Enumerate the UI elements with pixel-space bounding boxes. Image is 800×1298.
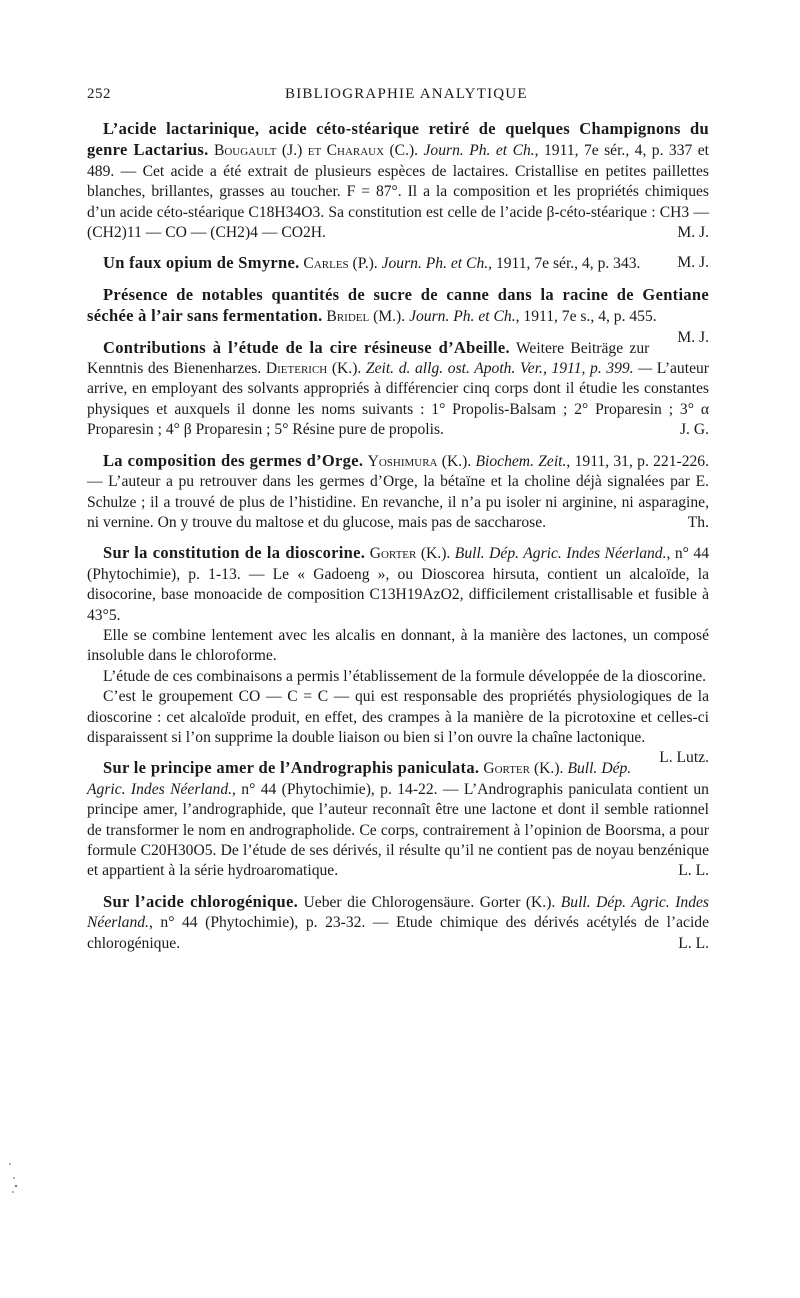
- bibliography-body: [87, 119, 709, 964]
- entry-authors: Bridel (M.).: [326, 308, 406, 326]
- bibliography-entry: [87, 892, 709, 954]
- entry-signature: M. J.: [677, 224, 709, 242]
- entry-title: Sur la constitution de la dioscorine.: [103, 543, 366, 563]
- margin-speck-icon: [6, 1160, 20, 1200]
- bibliography-entry: [87, 451, 709, 534]
- entry-journal: Journ. Ph. et Ch.: [409, 308, 516, 326]
- entry-title: La composition des germes d’Orge.: [103, 450, 364, 470]
- margin-marks: [6, 1160, 20, 1201]
- entry-journal: Bull. Dép. Agric. Indes Néerland.: [87, 760, 632, 798]
- entry-reference: , n° 44 (Phytochimie), p. 14-22. —: [232, 780, 459, 798]
- entry-text: L’auteur arrive, en employant des solvants appropriés à différencier cinq corps dont il étudie les constantes physiques et auxquels il donne les noms suivants : 1° Propolis-Balsam ; 2° Proparesin ; 3° α Proparesin ; 4° β Proparesin ; 5° Résine pure de propolis.: [87, 360, 709, 439]
- entry-signature: L. L.: [678, 934, 709, 952]
- entry-text: L’auteur a pu retrouver dans les germes d’Orge, la bétaïne et la choline déjà signalées par E. Schulze ; il a trouvé de plus de l’histidine. En revanche, il n’a pu isoler ni arginine, ni asparagine, ni vernine. On y trouve du maltose et du glucose, mais pas de saccharose.: [87, 473, 709, 531]
- entry-title: L’acide lactarinique, acide céto-stéarique retiré de quelques Champignons du genre Lactarius.: [87, 119, 709, 160]
- page-header: [87, 86, 709, 108]
- entry-journal: Weitere Beiträge zur Kenntnis des Bienenharzes.: [87, 339, 650, 378]
- entry-text: Cet acide a été extrait de plusieurs espèces de lactaires. Cristallise en petites paillettes blanches, brillantes, grasses au toucher. F = 87°. Il a la composition et les propriétés chimiques d’un acide céto-stéarique C18H34O3. Sa constitution est celle de l’acide β-céto-stéarique : CH3 — (CH2)11 — CO — (CH2)4 — CO2H.: [87, 162, 709, 242]
- entry-reference: Zeit. d. allg. ost. Apoth. Ver., 1911, p. 399. —: [365, 360, 653, 378]
- entry-title: Sur l’acide chlorogénique.: [103, 891, 299, 911]
- entry-journal: Journ. Ph. et Ch.: [423, 142, 535, 160]
- entry-signature: Th.: [687, 513, 709, 531]
- page-number: 252: [87, 86, 111, 102]
- entry-paragraph: Elle se combine lentement avec les alcalis en donnant, à la manière des lactones, un composé insoluble dans le chloroforme.: [87, 626, 709, 665]
- bibliography-entry: [87, 284, 709, 346]
- entry-journal: Biochem. Zeit.: [475, 452, 567, 470]
- entry-paragraph: L’étude de ces combinaisons a permis l’établissement de la formule développée de la dioscorine.: [103, 667, 707, 685]
- entry-authors: Yoshimura (K.).: [367, 452, 472, 470]
- entry-authors: Ueber die Chlorogensäure. Gorter (K.).: [303, 893, 556, 911]
- entry-reference: , 1911, 31, p. 221-226. —: [87, 452, 710, 491]
- entry-signature: L. L.: [678, 862, 709, 880]
- entry-paragraph: C’est le groupement CO — C = C — qui est responsable des propriétés physiologiques de la dioscorine : cet alcaloïde produit, en effet, des crampes à la manière de la picrotoxine et celles-ci disparaissent si l’on supprime la double liaison ou bien si l’on ouvre la chaîne lactonique.: [87, 688, 709, 746]
- entry-reference: , n° 44 (Phytochimie), p. 1-13. —: [87, 545, 710, 583]
- entry-authors: Carles (P.).: [303, 255, 378, 273]
- entry-signature: J. G.: [679, 421, 709, 439]
- bibliography-entry: [87, 119, 709, 243]
- entry-journal: Bull. Dép. Agric. Indes Néerland.: [454, 545, 667, 563]
- bibliography-entry: [87, 758, 709, 881]
- entry-authors: Bougault (J.) et Charaux (C.).: [213, 142, 419, 160]
- running-title: BIBLIOGRAPHIE ANALYTIQUE: [285, 86, 528, 102]
- entry-journal: Bull. Dép. Agric. Indes Néerland.: [87, 893, 709, 932]
- entry-reference: , n° 44 (Phytochimie), p. 23-32. —: [148, 914, 389, 932]
- entry-title: Un faux opium de Smyrne.: [103, 253, 300, 273]
- entry-authors: Dieterich (K.).: [265, 360, 362, 378]
- entry-reference: , 1911, 7e sér., 4, p. 337 et 489. —: [87, 142, 709, 180]
- entry-paragraph-final: [87, 687, 709, 767]
- entry-title: Sur le principe amer de l’Andrographis paniculata.: [103, 758, 480, 778]
- entry-signature: M. J.: [677, 254, 709, 272]
- entry-signature: M. J.: [677, 328, 709, 346]
- bibliography-entry: [87, 543, 710, 767]
- entry-text: L’Andrographis paniculata contient un principe amer, l’andrographide, que l’auteur reconnaît être une lactone et dont il semble rationnel de transformer le nom en andrographolide. Ce corps, contrairement à l’opinion de Boorsma, a pour formule C20H30O5. De l’étude de ses dérivés, il résulte qu’il ne contient pas de noyau benzénique et appartient à la série hydroaromatique.: [87, 780, 709, 880]
- entry-reference: , 1911, 7e s., 4, p. 455.: [515, 308, 657, 326]
- entry-text: Etude chimique des dérivés acétylés de l’acide chlorogénique.: [87, 914, 710, 952]
- entry-authors: Gorter (K.).: [483, 760, 564, 778]
- entry-journal: Journ. Ph. et Ch.: [381, 255, 489, 273]
- bibliography-entry: [87, 253, 709, 274]
- entry-authors: Gorter (K.).: [369, 545, 451, 563]
- entry-title: Contributions à l’étude de la cire résineuse d’Abeille.: [103, 337, 510, 357]
- entry-reference: , 1911, 7e sér., 4, p. 343.: [488, 255, 641, 273]
- bibliography-entry: [87, 338, 709, 441]
- entry-text: Le « Gadoeng », ou Dioscorea hirsuta, contient un alcaloïde, la disocorine, base monoacide de composition C13H19AzO2, difficilement cristallisable et fusible à 43°5.: [87, 565, 709, 624]
- entry-signature: L. Lutz.: [659, 749, 709, 767]
- entry-title: Présence de notables quantités de sucre de canne dans la racine de Gentiane séchée à l’air sans fermentation.: [87, 284, 709, 326]
